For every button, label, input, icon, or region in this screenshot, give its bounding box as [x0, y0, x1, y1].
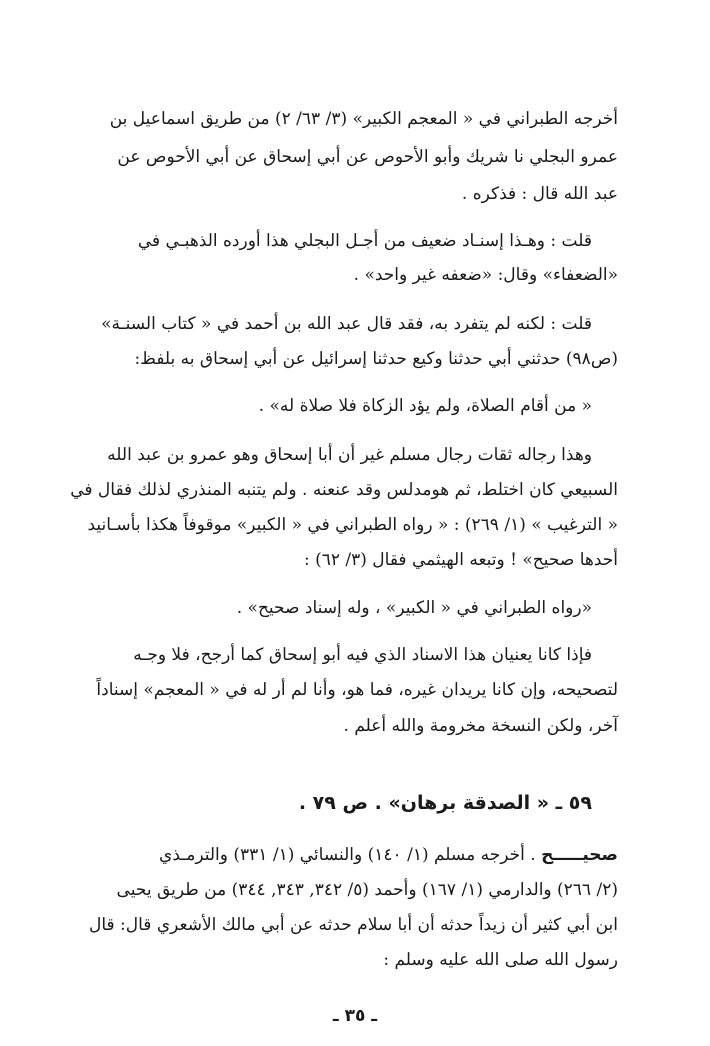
text-line: (٢/ ٢٦٦) والدارمي (١/ ١٦٧) وأحمد (٥/ ٣٤٢, ٣٤٣, ٣٤٤) من طريق يحيى — [116, 880, 618, 900]
text-line: فإذا كانا يعنيان هذا الاسناد الذي فيه أبو إسحاق كما أرجح، فلا وجـه — [133, 645, 592, 665]
text-line: رسول الله صلى الله عليه وسلم : — [383, 950, 618, 970]
text-line: لتصحيحه، وإن كانا يريدان غيره، فما هو، وأنا لم أر له في « المعجم» إسناداً — [96, 680, 618, 700]
quote-line: «رواه الطبراني في « الكبير» ، وله إسناد صحيح» . — [236, 598, 592, 618]
page-number: ـ ٣٥ ـ — [332, 1006, 378, 1026]
text-line: السبيعي كان اختلط، ثم هومدلس وقد عنعنه . ولم يتنبه المنذري لذلك فقال في — [70, 480, 618, 500]
text-line: « الترغيب » (١/ ٢٦٩) : « رواه الطبراني في « الكبير» موقوفاً هكذا بأسـانيد — [87, 515, 618, 535]
text-line: (ص٩٨) حدثني أبي حدثنا وكيع حدثنا إسرائيل عن أبي إسحاق به بلفظ: — [134, 349, 618, 369]
section-heading: ٥٩ ـ « الصدقة برهان» . ص ٧٩ . — [298, 792, 592, 814]
text-line: عبد الله قال : فذكره . — [461, 184, 618, 204]
text-line: أخرجه الطبراني في « المعجم الكبير» (٣/ ٦٣/ ٢) من طريق اسماعيل بن — [109, 109, 618, 129]
text-line: وهذا رجاله ثقات رجال مسلم غير أن أبا إسحاق وهو عمرو بن عبد الله — [107, 445, 592, 465]
text-line: آخر، ولكن النسخة مخرومة والله أعلم . — [343, 716, 618, 736]
text-run: . أخرجه مسلم (١/ ١٤٠) والنسائي (١/ ٣٣١) والترمـذي — [159, 845, 542, 865]
text-line: قلت : لكنه لم يتفرد به، فقد قال عبد الله بن أحمد في « كتاب السنـة» — [101, 314, 592, 334]
text-line: عمرو البجلي نا شريك وأبو الأحوص عن أبي إسحاق عن أبي الأحوص عن — [117, 147, 618, 167]
text-line — [159, 843, 618, 867]
grade-label: صحيـــــح — [541, 845, 618, 865]
text-line: أحدها صحيح» ! وتبعه الهيثمي فقال (٣/ ٦٢) : — [303, 550, 618, 570]
text-line: «الضعفاء» وقال: «ضعفه غير واحد» . — [353, 265, 618, 285]
text-line: ابن أبي كثير أن زيداً حدثه أن أبا سلام حدثه عن أبي مالك الأشعري قال: قال — [88, 915, 618, 935]
text-line: قلت : وهـذا إسنـاد ضعيف من أجـل البجلي هذا أورده الذهبـي في — [137, 231, 592, 251]
quote-line: « من أقام الصلاة، ولم يؤد الزكاة فلا صلاة له» . — [258, 396, 592, 416]
